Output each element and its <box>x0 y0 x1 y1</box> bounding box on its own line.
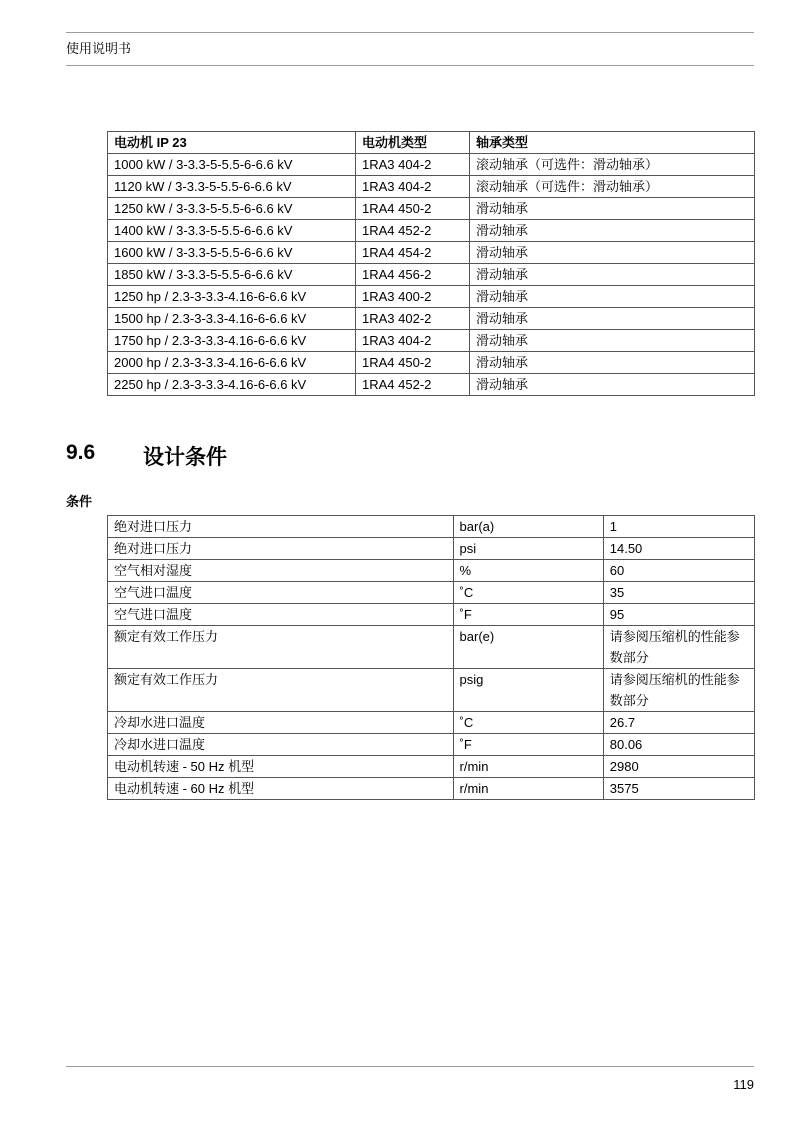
table-row <box>108 352 755 374</box>
motor-type-cell: 1RA4 452-2 <box>356 220 470 242</box>
motor-type-cell: 1RA4 450-2 <box>356 352 470 374</box>
motor-type-cell: 1RA4 456-2 <box>356 264 470 286</box>
condition-value-cell: 26.7 <box>603 712 754 734</box>
motor-type-cell: 1RA3 400-2 <box>356 286 470 308</box>
condition-value-cell: 80.06 <box>603 734 754 756</box>
column-header-motor: 电动机 IP 23 <box>108 132 356 154</box>
table-row <box>108 560 755 582</box>
condition-unit-cell: r/min <box>453 778 603 800</box>
motor-type-cell: 1RA4 454-2 <box>356 242 470 264</box>
table-row <box>108 330 755 352</box>
table-row <box>108 582 755 604</box>
table-row <box>108 516 755 538</box>
motor-type-cell: 1RA3 404-2 <box>356 330 470 352</box>
bearing-type-cell: 滑动轴承 <box>470 330 755 352</box>
motor-type-cell: 1RA4 452-2 <box>356 374 470 396</box>
condition-value-cell: 35 <box>603 582 754 604</box>
table-row <box>108 176 755 198</box>
condition-name-cell: 空气相对湿度 <box>108 560 454 582</box>
motor-rating-cell: 1400 kW / 3-3.3-5-5.5-6-6.6 kV <box>108 220 356 242</box>
condition-unit-cell: ˚C <box>453 712 603 734</box>
motor-rating-cell: 2250 hp / 2.3-3-3.3-4.16-6-6.6 kV <box>108 374 356 396</box>
motor-rating-cell: 1500 hp / 2.3-3-3.3-4.16-6-6.6 kV <box>108 308 356 330</box>
column-header-bearing-type: 轴承类型 <box>470 132 755 154</box>
bearing-type-cell: 滑动轴承 <box>470 242 755 264</box>
condition-name-cell: 空气进口温度 <box>108 604 454 626</box>
motor-type-cell: 1RA3 404-2 <box>356 154 470 176</box>
header-title: 使用说明书 <box>66 41 132 56</box>
condition-name-cell: 冷却水进口温度 <box>108 712 454 734</box>
table-row <box>108 712 755 734</box>
condition-unit-cell: ˚F <box>453 604 603 626</box>
bearing-type-cell: 滑动轴承 <box>470 220 755 242</box>
bearing-type-cell: 滑动轴承 <box>470 374 755 396</box>
condition-name-cell: 电动机转速 - 60 Hz 机型 <box>108 778 454 800</box>
condition-unit-cell: psig <box>453 669 603 712</box>
table-header-row <box>108 132 755 154</box>
condition-value-cell: 95 <box>603 604 754 626</box>
table-row <box>108 374 755 396</box>
conditions-heading: 条件 <box>66 494 93 509</box>
motor-rating-cell: 2000 hp / 2.3-3-3.3-4.16-6-6.6 kV <box>108 352 356 374</box>
table-row <box>108 154 755 176</box>
design-conditions-table <box>107 515 755 800</box>
bearing-type-cell: 滑动轴承 <box>470 308 755 330</box>
table-row <box>108 626 755 669</box>
condition-unit-cell: ˚C <box>453 582 603 604</box>
table-row <box>108 734 755 756</box>
conditions-table-body <box>108 516 755 800</box>
header-bottom-rule <box>66 65 754 66</box>
table-row <box>108 242 755 264</box>
bearing-type-cell: 滑动轴承 <box>470 264 755 286</box>
table-row <box>108 604 755 626</box>
table-row <box>108 538 755 560</box>
condition-value-cell: 1 <box>603 516 754 538</box>
condition-value-cell: 3575 <box>603 778 754 800</box>
table-row <box>108 756 755 778</box>
condition-value-cell: 14.50 <box>603 538 754 560</box>
motor-rating-cell: 1750 hp / 2.3-3-3.3-4.16-6-6.6 kV <box>108 330 356 352</box>
motor-type-cell: 1RA4 450-2 <box>356 198 470 220</box>
table-row <box>108 778 755 800</box>
motor-rating-cell: 1250 kW / 3-3.3-5-5.5-6-6.6 kV <box>108 198 356 220</box>
condition-value-cell: 2980 <box>603 756 754 778</box>
table-row <box>108 264 755 286</box>
motor-type-cell: 1RA3 404-2 <box>356 176 470 198</box>
condition-value-cell: 60 <box>603 560 754 582</box>
table-row <box>108 669 755 712</box>
condition-value-cell: 请参阅压缩机的性能参数部分 <box>603 626 754 669</box>
table-row <box>108 286 755 308</box>
bearing-type-cell: 滚动轴承（可选件：滑动轴承） <box>470 176 755 198</box>
section-title: 设计条件 <box>143 446 227 469</box>
motor-type-cell: 1RA3 402-2 <box>356 308 470 330</box>
footer-rule <box>66 1066 754 1067</box>
condition-name-cell: 额定有效工作压力 <box>108 669 454 712</box>
condition-unit-cell: % <box>453 560 603 582</box>
condition-name-cell: 空气进口温度 <box>108 582 454 604</box>
motor-table-body <box>108 154 755 396</box>
motor-rating-cell: 1600 kW / 3-3.3-5-5.5-6-6.6 kV <box>108 242 356 264</box>
bearing-type-cell: 滑动轴承 <box>470 352 755 374</box>
condition-unit-cell: bar(a) <box>453 516 603 538</box>
condition-name-cell: 额定有效工作压力 <box>108 626 454 669</box>
condition-unit-cell: ˚F <box>453 734 603 756</box>
column-header-motor-type: 电动机类型 <box>356 132 470 154</box>
table-row <box>108 198 755 220</box>
header-top-rule <box>66 32 754 33</box>
motor-rating-cell: 1120 kW / 3-3.3-5-5.5-6-6.6 kV <box>108 176 356 198</box>
motor-rating-cell: 1000 kW / 3-3.3-5-5.5-6-6.6 kV <box>108 154 356 176</box>
motor-bearing-table <box>107 131 755 396</box>
table-row <box>108 308 755 330</box>
motor-rating-cell: 1850 kW / 3-3.3-5-5.5-6-6.6 kV <box>108 264 356 286</box>
bearing-type-cell: 滑动轴承 <box>470 286 755 308</box>
condition-name-cell: 冷却水进口温度 <box>108 734 454 756</box>
section-number: 9.6 <box>66 441 96 464</box>
table-row <box>108 220 755 242</box>
condition-name-cell: 绝对进口压力 <box>108 538 454 560</box>
bearing-type-cell: 滚动轴承（可选件：滑动轴承） <box>470 154 755 176</box>
condition-unit-cell: psi <box>453 538 603 560</box>
bearing-type-cell: 滑动轴承 <box>470 198 755 220</box>
condition-unit-cell: r/min <box>453 756 603 778</box>
motor-rating-cell: 1250 hp / 2.3-3-3.3-4.16-6-6.6 kV <box>108 286 356 308</box>
condition-name-cell: 绝对进口压力 <box>108 516 454 538</box>
condition-value-cell: 请参阅压缩机的性能参数部分 <box>603 669 754 712</box>
page-number: 119 <box>733 1077 754 1092</box>
condition-unit-cell: bar(e) <box>453 626 603 669</box>
condition-name-cell: 电动机转速 - 50 Hz 机型 <box>108 756 454 778</box>
